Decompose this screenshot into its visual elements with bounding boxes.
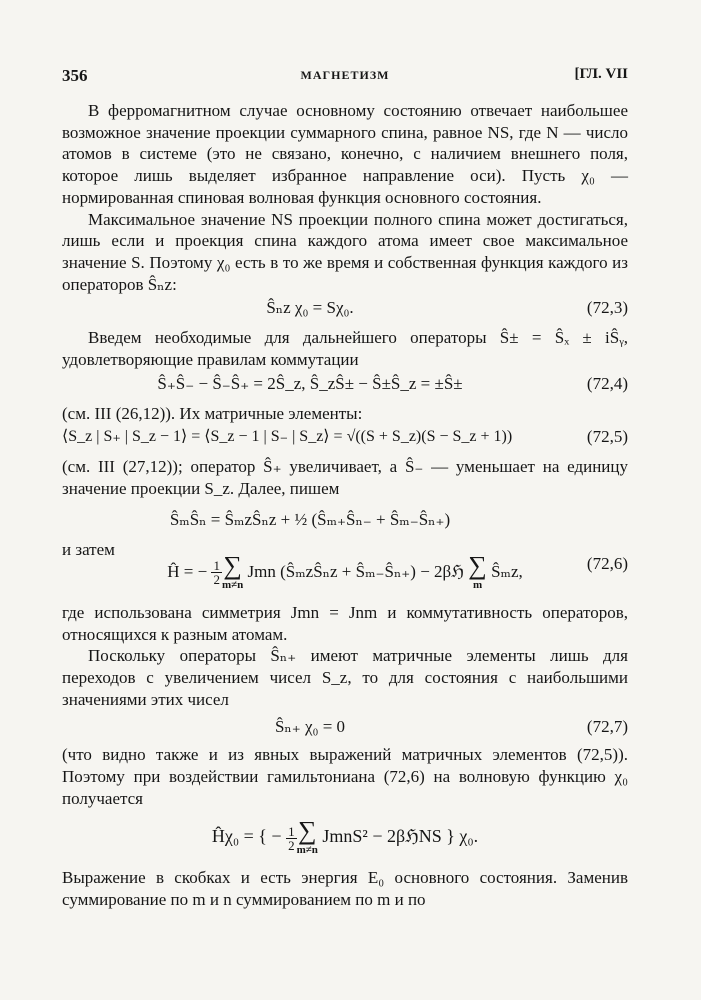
sum-symbol: ∑ m <box>468 550 487 591</box>
fraction-half <box>211 559 222 586</box>
denominator: 2 <box>213 572 220 588</box>
equation-72-4 <box>62 371 628 397</box>
page-header <box>62 66 628 90</box>
equation-72-6 <box>62 540 628 602</box>
running-title: МАГНЕТИЗМ <box>300 68 390 82</box>
paragraph-7: где использована симметрия Jmn = Jnm и коммутативность операторов, относящихся к разным атомам. <box>62 602 628 644</box>
sum-symbol: ∑ m≠n <box>296 816 318 857</box>
equation-formula <box>142 550 548 592</box>
formula-part: Ŝₘz, <box>486 561 523 581</box>
paragraph-4: (см. III (26,12)). Их матричные элементы: <box>62 403 363 423</box>
paragraph-1: В ферромагнитном случае основному состоянию отвечает наибольшее возможное значение проекции суммарного спина, равное NS, где N — число атомов в системе (это не связано, конечно, с наличием внешнего поля, которое лишь выделяет избранное направление оси). Пусть χ₀ — нормированная спиновая волновая функция основного состояния. <box>62 101 628 207</box>
equation-energy <box>62 809 628 867</box>
equation-72-7 <box>62 710 628 744</box>
book-page <box>62 66 628 910</box>
equation-number: (72,3) <box>586 298 628 318</box>
sum-symbol: ∑ m≠n <box>221 550 244 591</box>
equation-72-5 <box>62 424 628 450</box>
sum-index: m≠n <box>221 578 244 591</box>
page-body <box>62 100 628 911</box>
fraction-half <box>286 825 297 852</box>
denominator: 2 <box>288 837 295 853</box>
equation-formula: ⟨S_z | S₊ | S_z − 1⟩ = ⟨S_z − 1 | S₋ | S_z⟩ = √((S + S_z)(S − S_z + 1)) <box>62 428 513 446</box>
formula-part: JmnS² − 2βℌNS } χ₀. <box>317 826 479 847</box>
equation-number: (72,4) <box>586 373 628 393</box>
sum-index: m <box>472 578 483 591</box>
chapter-label: [ГЛ. VII <box>574 66 628 82</box>
equation-formula: ŜₘŜₙ = ŜₘzŜₙz + ½ (Ŝₘ₊Ŝₙ₋ + Ŝₘ₋Ŝₙ₊) <box>169 509 451 529</box>
paragraph-10: Выражение в скобках и есть энергия E₀ основного состояния. Заменив суммирование по m и n суммированием по m и по <box>62 868 628 910</box>
equation-number: (72,5) <box>586 427 628 447</box>
numerator: 1 <box>288 823 295 839</box>
numerator: 1 <box>213 558 220 574</box>
equation-formula <box>62 816 628 857</box>
equation-72-3 <box>62 295 628 321</box>
paragraph-3: Введем необходимые для дальнейшего операторы Ŝ± = Ŝₓ ± iŜᵧ, удовлетворяющие правилам коммутации <box>62 328 628 370</box>
equation-formula: Ŝₙ₊ χ₀ = 0 <box>274 717 346 737</box>
formula-part: Ĥχ₀ = { − <box>211 826 287 847</box>
formula-part: Ĥ = − <box>167 561 212 581</box>
paragraph-8: Поскольку операторы Ŝₙ₊ имеют матричные элементы лишь для переходов с увеличением чисел S_z, то для состояния с наибольшими значениями этих чисел <box>62 646 628 709</box>
equation-lead-text: и затем <box>62 539 115 559</box>
formula-part: Jmn (ŜₘzŜₙz + Ŝₘ₋Ŝₙ₊) − 2βℌ <box>243 561 469 581</box>
equation-formula: Ŝₙz χ₀ = Sχ₀. <box>266 298 354 318</box>
equation-product <box>62 500 628 540</box>
sum-index: m≠n <box>296 844 318 857</box>
page-number: 356 <box>62 66 88 85</box>
equation-number: (72,7) <box>586 717 628 737</box>
equation-formula: Ŝ₊Ŝ₋ − Ŝ₋Ŝ₊ = 2Ŝ_z, Ŝ_zŜ± − Ŝ±Ŝ_z = ±Ŝ± <box>157 373 463 393</box>
equation-number: (72,6) <box>586 553 628 573</box>
paragraph-9: (что видно также и из явных выражений матричных элементов (72,5)). Поэтому при воздействии гамильтониана (72,6) на волновую функцию χ₀ получается <box>62 745 628 808</box>
paragraph-2: Максимальное значение NS проекции полного спина может достигаться, лишь если и проекция спина каждого атома имеет свое максимальное значение S. Поэтому χ₀ есть в то же время и собственная функция каждого из операторов Ŝₙz: <box>62 209 628 294</box>
paragraph-5: (см. III (27,12)); оператор Ŝ₊ увеличивает, а Ŝ₋ — уменьшает на единицу значение проекции S_z. Далее, пишем <box>62 457 628 499</box>
